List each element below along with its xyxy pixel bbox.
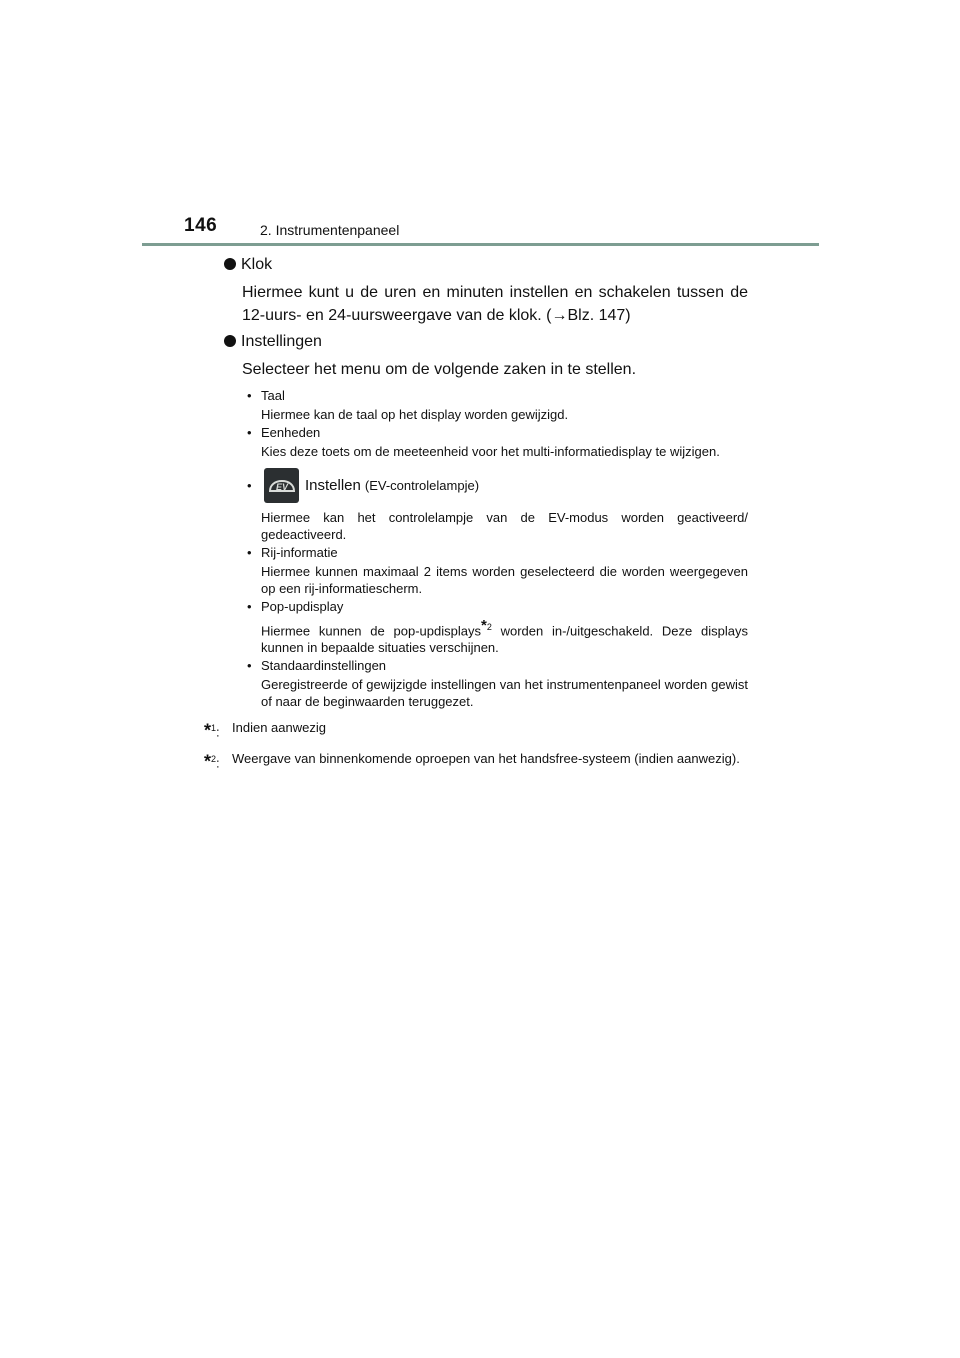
setting-rij-informatie: • Rij-informatie (247, 545, 338, 560)
svg-text:EV: EV (275, 481, 288, 492)
setting-ev: • EV Instellen (EV-controlelampje) (247, 468, 748, 503)
setting-label: Taal (261, 388, 285, 403)
setting-description: Kies deze toets om de meeteenheid voor het multi-informatiedisplay te wijzigen. (261, 444, 720, 459)
item-instellingen (224, 331, 748, 353)
header-divider (142, 243, 819, 246)
item-klok (224, 254, 748, 276)
footnote-text: Indien aanwezig (232, 720, 326, 736)
page-number: 146 (184, 215, 218, 236)
setting-label: Standaardinstellingen (261, 658, 387, 674)
setting-description: Geregistreerde of gewijzigde instellingen van het instrumentenpaneel worden gewist of naar de beginwaarden teruggezet. (261, 677, 748, 710)
setting-description: Hiermee kan de taal op het display worden gewijzigd. (261, 407, 569, 422)
setting-label: Rij-informatie (261, 545, 338, 560)
setting-description: Hiermee kan het controlelampje van de EV-modus worden geactiveerd/ gedeactiveerd. (261, 510, 748, 542)
item-title: Instellingen (241, 333, 322, 350)
footnote (204, 749, 748, 773)
setting-pop-updisplay: • Pop-updisplay (247, 599, 344, 614)
setting-label: Eenheden (261, 425, 321, 440)
page-header (184, 215, 824, 245)
setting-label: Instellen (305, 477, 361, 494)
setting-label: Pop-updisplay (261, 599, 344, 614)
setting-description: Hiermee kunnen maximaal 2 items worden geselecteerd die worden weergegeven op een rij-informatiescherm. (261, 564, 748, 596)
item-title: Klok (241, 256, 273, 273)
setting-eenheden: • Eenheden (247, 425, 321, 440)
description-text: worden in-/uitgeschakeld. Deze displays kunnen in bepaalde situaties verschijnen. (261, 623, 748, 656)
footnote-text: Weergave van binnenkomende oproepen van het handsfree-systeem (indien aanwezig). (232, 750, 740, 766)
footnote-marker: *$^2$: (204, 750, 220, 771)
section-title: 2. Instrumentenpaneel (260, 222, 400, 238)
item-description: Selecteer het menu om de volgende zaken in te stellen. (242, 361, 637, 378)
page-content (204, 250, 748, 773)
settings-list (247, 387, 748, 710)
description-text: Hiermee kunnen de pop-updisplays (261, 623, 481, 639)
footnotes (204, 718, 748, 773)
bullet-icon (224, 335, 236, 347)
footnote-reference: *2 (480, 617, 492, 634)
setting-taal: • Taal (247, 388, 285, 403)
setting-description (261, 617, 748, 656)
footnote-marker: *$^1$: (204, 720, 220, 741)
item-description: Hiermee kunt u de uren en minuten instellen en schakelen tussen de 12-uurs- en 24-uursweergave van de klok. (→Blz. 147) (242, 284, 748, 324)
footnote (204, 718, 748, 742)
setting-standaardinstellingen: • Standaardinstellingen (247, 658, 387, 674)
setting-note: (EV-controlelampje) (364, 478, 480, 493)
bullet-icon (224, 258, 236, 270)
ev-indicator-icon (264, 468, 299, 503)
